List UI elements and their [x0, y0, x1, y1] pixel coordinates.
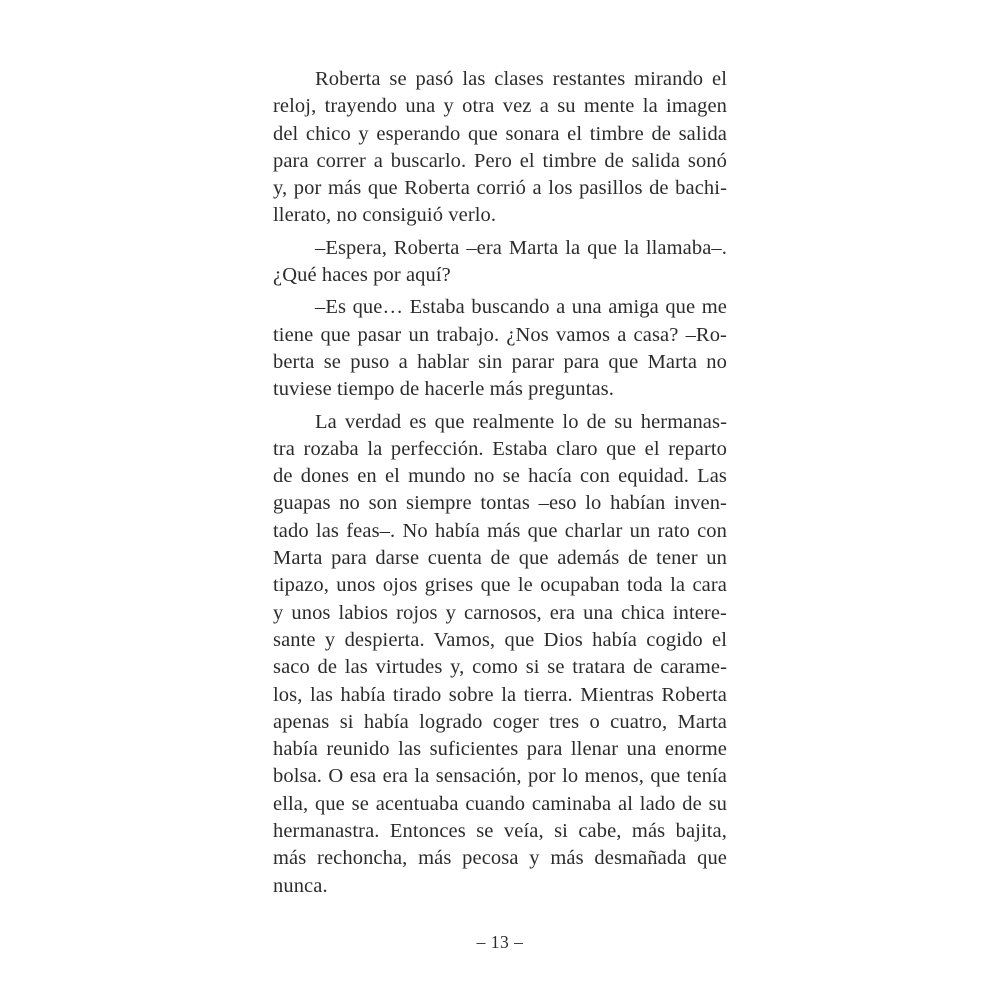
text-line: Marta para darse cuenta de que además de tener un	[273, 547, 727, 570]
text-line: ¿Qué haces por aquí?	[273, 264, 451, 287]
text-line: Roberta se pasó las clases restantes mirando el	[315, 68, 727, 90]
text-line: saco de las virtudes y, como si se tratara de carame-	[273, 656, 727, 679]
text-line: sante y despierta. Vamos, que Dios había cogido el	[273, 628, 727, 651]
text-line: apenas si había logrado coger tres o cuatro, Marta	[273, 710, 727, 733]
text-line: reloj, trayendo una y otra vez a su mente la imagen	[273, 95, 727, 118]
text-line: del chico y esperando que sonara el timbre de salida	[273, 122, 727, 145]
text-line: de dones en el mundo no se hacía con equidad. Las	[273, 465, 727, 488]
text-line: ella, que se acentuaba cuando caminaba al lado de su	[273, 792, 727, 815]
text-line: –Espera, Roberta –era Marta la que la llamaba–.	[315, 236, 727, 259]
paragraph	[273, 409, 727, 900]
text-line: más rechoncha, más pecosa y más desmañada que	[273, 847, 727, 870]
text-line: tra rozaba la perfección. Estaba claro que el reparto	[273, 437, 727, 460]
text-line: y, por más que Roberta corrió a los pasillos de bachi-	[273, 177, 727, 200]
text-line: tado las feas–. No había más que charlar un rato con	[273, 519, 727, 542]
page-number: – 13 –	[476, 932, 524, 952]
text-block	[273, 66, 727, 900]
text-line: los, las había tirado sobre la tierra. Mientras Roberta	[273, 683, 727, 706]
text-line: para correr a buscarlo. Pero el timbre de salida sonó	[273, 149, 727, 172]
paragraph	[273, 294, 727, 403]
text-line: hermanastra. Entonces se veía, si cabe, más bajita,	[273, 820, 727, 843]
text-line: tuviese tiempo de hacerle más preguntas.	[273, 378, 614, 401]
text-line: La verdad es que realmente lo de su hermanas-	[315, 410, 727, 433]
text-line: guapas no son siempre tontas –eso lo habían inven-	[273, 492, 727, 515]
text-line: tiene que pasar un trabajo. ¿Nos vamos a casa? –Ro-	[273, 323, 727, 346]
text-line: berta se puso a hablar sin parar para que Marta no	[273, 350, 727, 373]
text-line: –Es que… Estaba buscando a una amiga que me	[315, 296, 727, 319]
paragraph	[273, 66, 727, 230]
text-line: bolsa. O esa era la sensación, por lo menos, que tenía	[273, 765, 727, 788]
text-line: nunca.	[273, 874, 328, 897]
text-line: llerato, no consiguió verlo.	[273, 204, 497, 227]
text-line: tipazo, unos ojos grises que le ocupaban toda la cara	[273, 574, 727, 597]
paragraph	[273, 235, 727, 290]
text-line: había reunido las suficientes para llenar una enorme	[273, 738, 727, 761]
text-line: y unos labios rojos y carnosos, era una chica intere-	[273, 601, 727, 624]
